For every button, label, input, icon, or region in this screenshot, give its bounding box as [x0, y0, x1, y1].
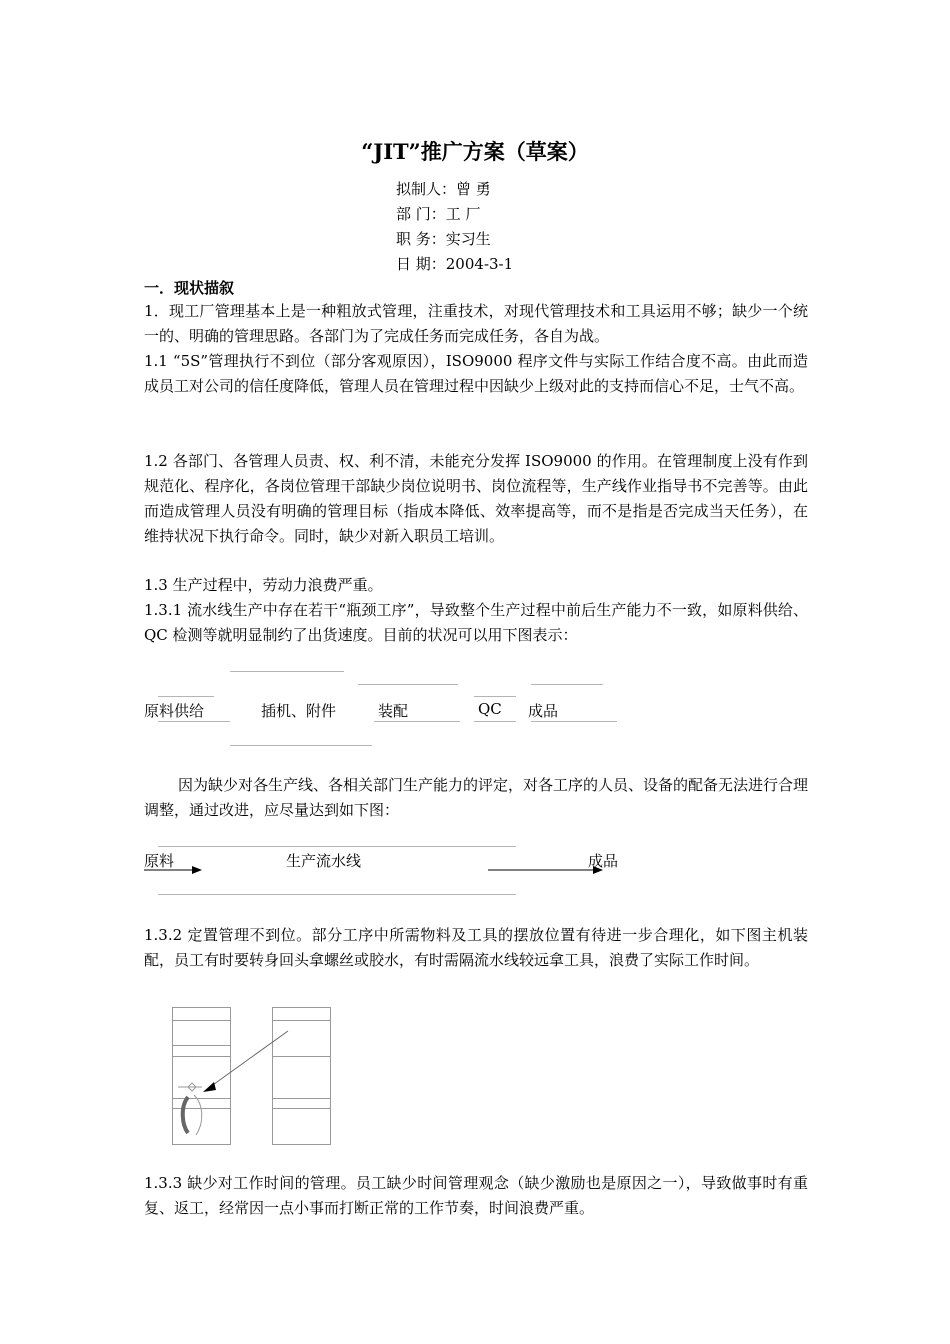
paragraph-1-3-3: 1.3.3 缺少对工作时间的管理。员工缺少时间管理观念（缺少激励也是原因之一），导致做事时有重复、返工，经常因一点小事而打断正常的工作节奏，时间浪费严重。	[144, 1174, 808, 1217]
diagram-line	[158, 846, 516, 847]
diagram-line	[230, 671, 344, 672]
arrow-head-icon	[192, 866, 202, 874]
meta-author: 拟制人：曾 勇	[396, 180, 491, 198]
diagram-line	[374, 721, 460, 722]
worker-arm-icon	[183, 1097, 188, 1133]
paragraph-1-1: 1.1 “5S”管理执行不到位（部分客观原因），ISO9000 程序文件与实际工作结合度不高。由此而造成员工对公司的信任度降低，管理人员在管理过程中因缺少上级对此的支持而信心不足，士气不高。	[144, 352, 808, 395]
paragraph-1-3-1: 1.3.1 流水线生产中存在若干“瓶颈工序”，导致整个生产过程中前后生产能力不一致，如原料供给、QC 检测等就明显制约了出货速度。目前的状况可以用下图表示：	[144, 601, 808, 644]
arrow-head-icon	[203, 1082, 216, 1092]
diagram-line	[158, 721, 230, 722]
diagram-line	[474, 721, 516, 722]
stage-insertion-attachment: 插机、附件	[261, 702, 337, 720]
diagram-line	[358, 684, 458, 685]
flow-end-finished-product: 成品	[588, 852, 619, 870]
stage-raw-material-supply: 原料供给	[144, 702, 205, 720]
diagram-line	[531, 721, 617, 722]
stage-qc: QC	[478, 700, 502, 718]
diagram-line	[474, 696, 516, 697]
meta-date: 日 期：2004-3-1	[396, 255, 514, 273]
paragraph-improvement: 因为缺少对各生产线、各相关部门生产能力的评定，对各工序的人员、设备的配备无法进行合理调整，通过改进，应尽量达到如下图：	[144, 776, 809, 819]
paragraph-1-3-2: 1.3.2 定置管理不到位。部分工序中所需物料及工具的摆放位置有待进一步合理化，如下图主机装配，员工有时要转身回头拿螺丝或胶水，有时需隔流水线较远拿工具，浪费了实际工作时间。	[144, 926, 808, 969]
flow-production-line: 生产流水线	[286, 852, 362, 870]
diagram-line	[531, 684, 603, 685]
flow-start-raw-material: 原料	[144, 852, 175, 870]
diagram-line	[158, 894, 516, 895]
paragraph-1-2: 1.2 各部门、各管理人员责、权、利不清，未能充分发挥 ISO9000 的作用。在管理制度上没有作到规范化、程序化，各岗位管理干部缺少岗位说明书、岗位流程等，生产线作业指导书不完善等。由此而造成管理人员没有明确的管理目标（指成本降低、效率提高等，而不是指是否完成当天任务），在维持状况下执行命令。同时，缺少对新入职员工培训。	[144, 452, 808, 545]
meta-department: 部 门：工 厂	[396, 205, 481, 223]
flow-arrows	[140, 860, 610, 880]
meta-role: 职 务：实习生	[396, 230, 491, 248]
paragraph-1-3: 1.3 生产过程中，劳动力浪费严重。	[144, 576, 383, 594]
document-title: “JIT”推广方案（草案）	[361, 139, 589, 164]
diagram-line	[230, 745, 372, 746]
paragraph-1: 1．现工厂管理基本上是一种粗放式管理，注重技术，对现代管理技术和工具运用不够；缺少一个统一的、明确的管理思路。各部门为了完成任务而完成任务，各自为战。	[144, 302, 808, 345]
stage-assembly: 装配	[378, 702, 409, 720]
section-heading-status: 一．现状描叙	[144, 279, 235, 297]
stage-finished-product: 成品	[528, 702, 559, 720]
worker-reach-diagram	[170, 1025, 300, 1140]
diagram-line	[158, 696, 214, 697]
